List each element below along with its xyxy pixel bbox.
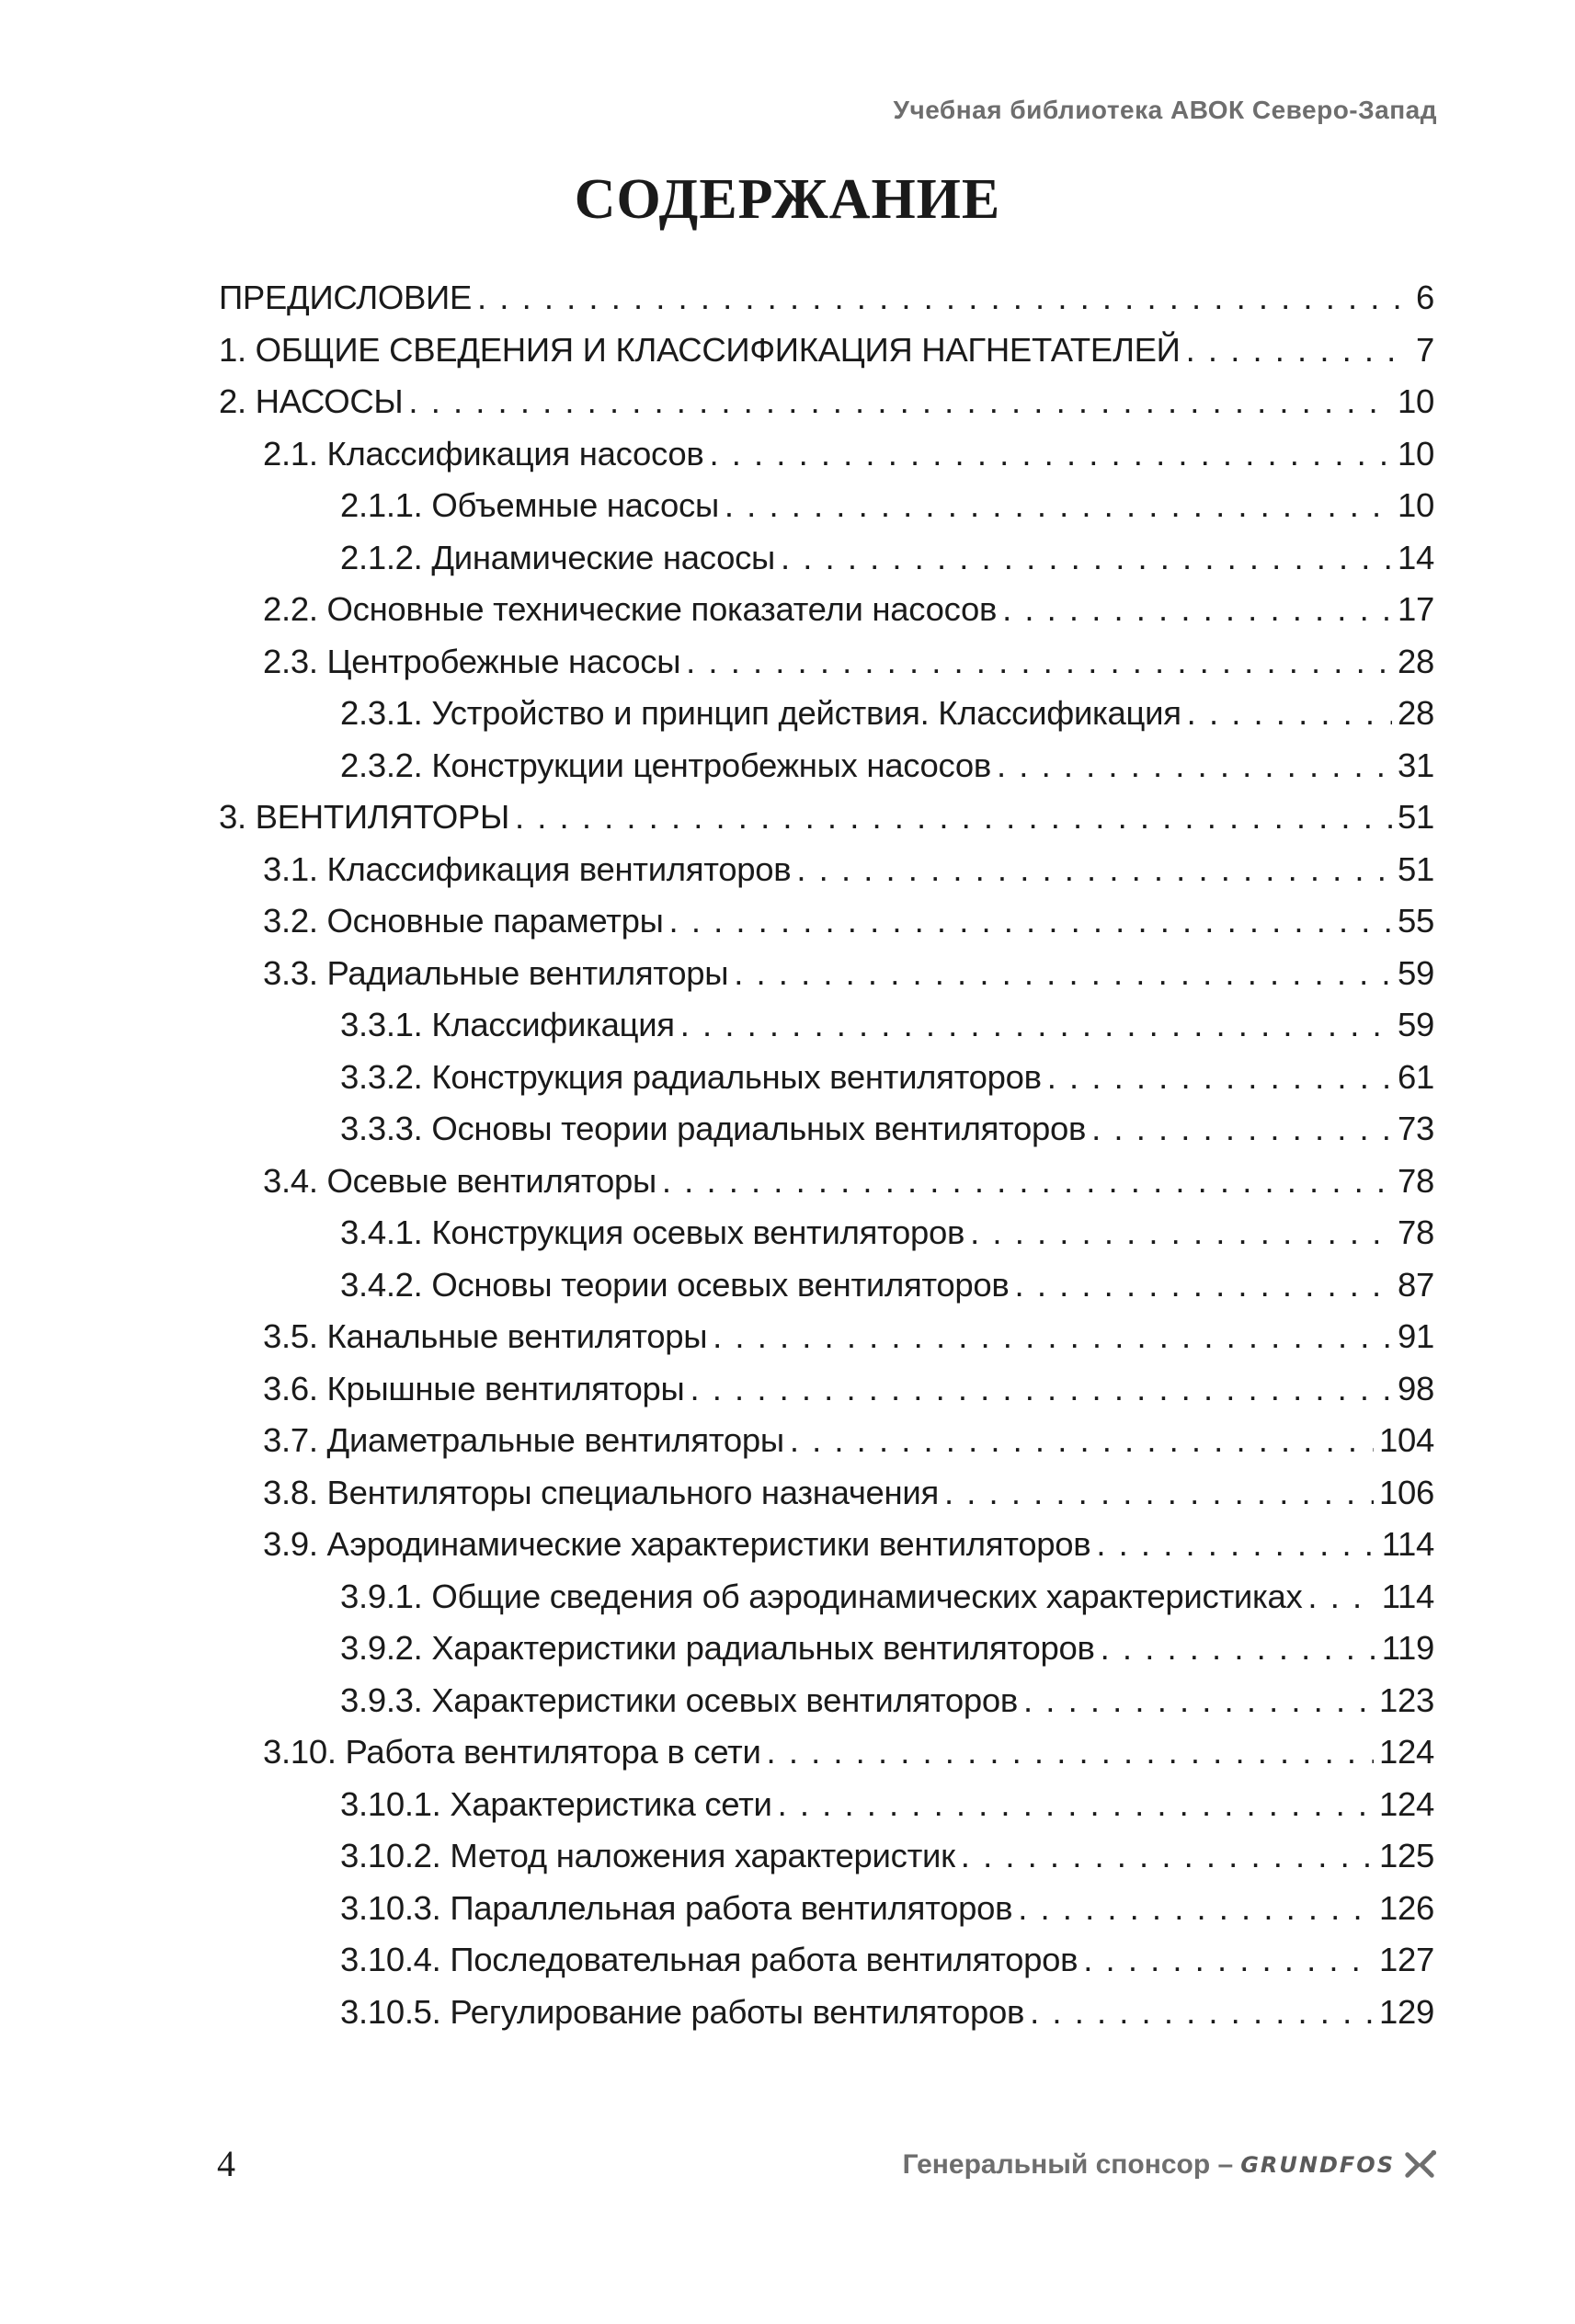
- toc-entry-page: 127: [1379, 1941, 1434, 1978]
- toc-entry-title: 3.10.4. Последовательная работа вентиляторов: [340, 1941, 1079, 1978]
- table-of-contents: [219, 272, 1434, 2038]
- toc-dot-leader: [1187, 688, 1392, 740]
- toc-entry-page: 7: [1416, 330, 1434, 369]
- toc-entry[interactable]: [219, 636, 1434, 689]
- toc-entry[interactable]: [219, 1259, 1434, 1312]
- toc-entry-page: 55: [1398, 902, 1434, 940]
- toc-dot-leader: [778, 1779, 1374, 1831]
- toc-entry[interactable]: [219, 1415, 1434, 1467]
- toc-entry[interactable]: [219, 532, 1434, 585]
- toc-dot-leader: [1091, 1103, 1392, 1156]
- toc-entry-page: 10: [1398, 486, 1434, 524]
- toc-entry[interactable]: [219, 272, 1434, 325]
- toc-entry[interactable]: [219, 1987, 1434, 2039]
- toc-dot-leader: [1186, 325, 1410, 377]
- toc-entry[interactable]: [219, 792, 1434, 844]
- toc-entry-page: 51: [1398, 798, 1434, 836]
- page-title: СОДЕРЖАНИЕ: [574, 168, 1001, 231]
- toc-entry-title: 3.9.3. Характеристики осевых вентиляторов: [340, 1680, 1019, 1719]
- toc-dot-leader: [477, 272, 1410, 325]
- toc-entry-title: 3.10.2. Метод наложения характеристик: [340, 1837, 955, 1874]
- toc-entry-page: 31: [1398, 746, 1434, 784]
- toc-dot-leader: [686, 636, 1392, 689]
- toc-entry[interactable]: [219, 480, 1434, 532]
- toc-entry-title: 3.4.2. Основы теории осевых вентиляторов: [340, 1265, 1010, 1304]
- running-header: Учебная библиотека АВОК Северо-Запад: [893, 96, 1437, 124]
- grundfos-x-icon: [1402, 2147, 1437, 2182]
- toc-entry-title: 3.3.1. Классификация: [340, 1006, 675, 1043]
- toc-entry[interactable]: [219, 1363, 1434, 1416]
- toc-entry[interactable]: [219, 1207, 1434, 1259]
- toc-entry[interactable]: [219, 428, 1434, 481]
- toc-entry-page: 114: [1381, 1577, 1434, 1615]
- toc-dot-leader: [790, 1415, 1374, 1467]
- toc-entry[interactable]: [219, 1623, 1434, 1675]
- toc-entry-title: 2.1.2. Динамические насосы: [340, 538, 775, 576]
- toc-entry[interactable]: [219, 895, 1434, 948]
- toc-entry-title: 2.3. Центробежные насосы: [263, 642, 681, 680]
- toc-entry-page: 98: [1398, 1369, 1434, 1407]
- toc-entry-page: 10: [1398, 382, 1434, 420]
- toc-entry[interactable]: [219, 1934, 1434, 1987]
- toc-entry[interactable]: [219, 1675, 1434, 1727]
- toc-entry-title: 3.3.3. Основы теории радиальных вентиляторов: [340, 1110, 1087, 1147]
- toc-entry-title: 3.4. Осевые вентиляторы: [263, 1161, 656, 1200]
- toc-dot-leader: [1015, 1259, 1392, 1312]
- toc-entry-title: 3.3.2. Конструкция радиальных вентиляторов: [340, 1057, 1042, 1096]
- toc-entry-page: 28: [1398, 694, 1434, 732]
- toc-entry-page: 106: [1379, 1473, 1434, 1511]
- toc-dot-leader: [1096, 1519, 1375, 1571]
- toc-entry-page: 114: [1381, 1525, 1434, 1563]
- toc-entry-title: 3.1. Классификация вентиляторов: [263, 849, 792, 888]
- footer-sponsor: [903, 2147, 1437, 2182]
- toc-dot-leader: [767, 1726, 1374, 1779]
- toc-entry-title: 3.2. Основные параметры: [263, 902, 664, 940]
- toc-dot-leader: [970, 1207, 1392, 1259]
- toc-entry[interactable]: [219, 1103, 1434, 1156]
- toc-entry[interactable]: [219, 376, 1434, 428]
- toc-dot-leader: [734, 948, 1392, 1000]
- toc-dot-leader: [1307, 1571, 1375, 1623]
- toc-entry-title: 1. ОБЩИЕ СВЕДЕНИЯ И КЛАССИФИКАЦИЯ НАГНЕТАТЕЛЕЙ: [219, 330, 1181, 369]
- toc-dot-leader: [1018, 1883, 1374, 1935]
- toc-entry[interactable]: [219, 1467, 1434, 1520]
- toc-entry-title: 3.10.3. Параллельная работа вентиляторов: [340, 1888, 1013, 1927]
- toc-entry[interactable]: [219, 740, 1434, 792]
- toc-entry-title: 3.10.5. Регулирование работы вентиляторов: [340, 1992, 1025, 2031]
- toc-dot-leader: [961, 1830, 1374, 1883]
- toc-dot-leader: [781, 532, 1392, 585]
- sponsor-label: Генеральный спонсор –: [902, 2149, 1234, 2180]
- toc-entry[interactable]: [219, 325, 1434, 377]
- toc-dot-leader: [709, 428, 1392, 481]
- toc-entry-page: 124: [1379, 1733, 1434, 1771]
- toc-entry-title: 2.3.1. Устройство и принцип действия. Классификация: [340, 694, 1181, 732]
- toc-entry[interactable]: [219, 844, 1434, 896]
- toc-entry[interactable]: [219, 584, 1434, 636]
- toc-dot-leader: [1030, 1987, 1374, 2039]
- page-number: 4: [217, 2143, 235, 2184]
- toc-entry-page: 104: [1379, 1421, 1434, 1459]
- toc-dot-leader: [680, 999, 1392, 1052]
- toc-entry-page: 125: [1379, 1837, 1434, 1874]
- toc-entry-page: 61: [1398, 1057, 1434, 1096]
- toc-entry-page: 123: [1379, 1680, 1434, 1719]
- toc-entry[interactable]: [219, 1311, 1434, 1363]
- toc-entry-title: 3.9.1. Общие сведения об аэродинамических характеристиках: [340, 1577, 1303, 1615]
- toc-dot-leader: [713, 1311, 1392, 1363]
- toc-entry-page: 59: [1398, 1006, 1434, 1043]
- toc-dot-leader: [1083, 1934, 1374, 1987]
- toc-entry-page: 73: [1398, 1110, 1434, 1147]
- sponsor-logo: GRUNDFOS: [1240, 2152, 1395, 2178]
- toc-entry[interactable]: [219, 1726, 1434, 1779]
- toc-entry-page: 51: [1398, 849, 1434, 888]
- toc-entry-title: 2. НАСОСЫ: [219, 382, 404, 420]
- toc-entry-page: 119: [1381, 1629, 1434, 1667]
- toc-entry-title: ПРЕДИСЛОВИЕ: [219, 279, 472, 316]
- toc-dot-leader: [515, 792, 1392, 844]
- toc-entry-page: 6: [1416, 279, 1434, 316]
- toc-entry[interactable]: [219, 1779, 1434, 1831]
- toc-entry-page: 126: [1379, 1888, 1434, 1927]
- toc-dot-leader: [1002, 584, 1392, 636]
- toc-entry-title: 3.6. Крышные вентиляторы: [263, 1369, 685, 1407]
- toc-dot-leader: [997, 740, 1392, 792]
- toc-entry-title: 3.7. Диаметральные вентиляторы: [263, 1421, 784, 1459]
- toc-dot-leader: [690, 1363, 1392, 1416]
- toc-entry-title: 3.9. Аэродинамические характеристики вентиляторов: [263, 1525, 1091, 1563]
- toc-entry-title: 2.1.1. Объемные насосы: [340, 486, 719, 524]
- toc-dot-leader: [408, 376, 1392, 428]
- toc-dot-leader: [796, 844, 1392, 896]
- toc-entry-page: 129: [1379, 1992, 1434, 2031]
- toc-entry[interactable]: [219, 688, 1434, 740]
- toc-entry-page: 124: [1379, 1784, 1434, 1823]
- toc-entry-page: 87: [1398, 1265, 1434, 1304]
- toc-entry[interactable]: [219, 1156, 1434, 1208]
- toc-entry-title: 3.10.1. Характеристика сети: [340, 1784, 772, 1823]
- toc-entry[interactable]: [219, 999, 1434, 1052]
- toc-entry-title: 3.5. Канальные вентиляторы: [263, 1317, 708, 1355]
- toc-entry[interactable]: [219, 1519, 1434, 1571]
- toc-entry-title: 3.3. Радиальные вентиляторы: [263, 953, 729, 992]
- toc-dot-leader: [662, 1156, 1392, 1208]
- toc-entry-page: 17: [1398, 590, 1434, 628]
- toc-dot-leader: [725, 480, 1392, 532]
- toc-entry-title: 2.3.2. Конструкции центробежных насосов: [340, 746, 991, 784]
- toc-dot-leader: [944, 1467, 1374, 1520]
- toc-entry[interactable]: [219, 1830, 1434, 1883]
- toc-entry-page: 78: [1398, 1161, 1434, 1200]
- toc-entry-title: 3.9.2. Характеристики радиальных вентиляторов: [340, 1629, 1095, 1667]
- toc-entry[interactable]: [219, 1052, 1434, 1104]
- toc-entry[interactable]: [219, 1571, 1434, 1623]
- toc-dot-leader: [1023, 1675, 1374, 1727]
- toc-entry-title: 3.4.1. Конструкция осевых вентиляторов: [340, 1213, 965, 1251]
- toc-entry-title: 2.1. Классификация насосов: [263, 434, 704, 473]
- toc-entry-page: 59: [1398, 953, 1434, 992]
- toc-entry-title: 3.8. Вентиляторы специального назначения: [263, 1473, 939, 1511]
- toc-entry-title: 3.10. Работа вентилятора в сети: [263, 1733, 761, 1771]
- toc-entry-page: 91: [1398, 1317, 1434, 1355]
- toc-entry-title: 2.2. Основные технические показатели насосов: [263, 590, 998, 628]
- toc-dot-leader: [1047, 1052, 1392, 1104]
- toc-entry-page: 28: [1398, 642, 1434, 680]
- toc-entry-page: 78: [1398, 1213, 1434, 1251]
- toc-entry-page: 10: [1398, 434, 1434, 473]
- toc-entry-title: 3. ВЕНТИЛЯТОРЫ: [219, 798, 509, 836]
- toc-dot-leader: [1101, 1623, 1376, 1675]
- toc-entry[interactable]: [219, 948, 1434, 1000]
- toc-entry-page: 14: [1398, 538, 1434, 576]
- toc-entry[interactable]: [219, 1883, 1434, 1935]
- toc-dot-leader: [669, 895, 1392, 948]
